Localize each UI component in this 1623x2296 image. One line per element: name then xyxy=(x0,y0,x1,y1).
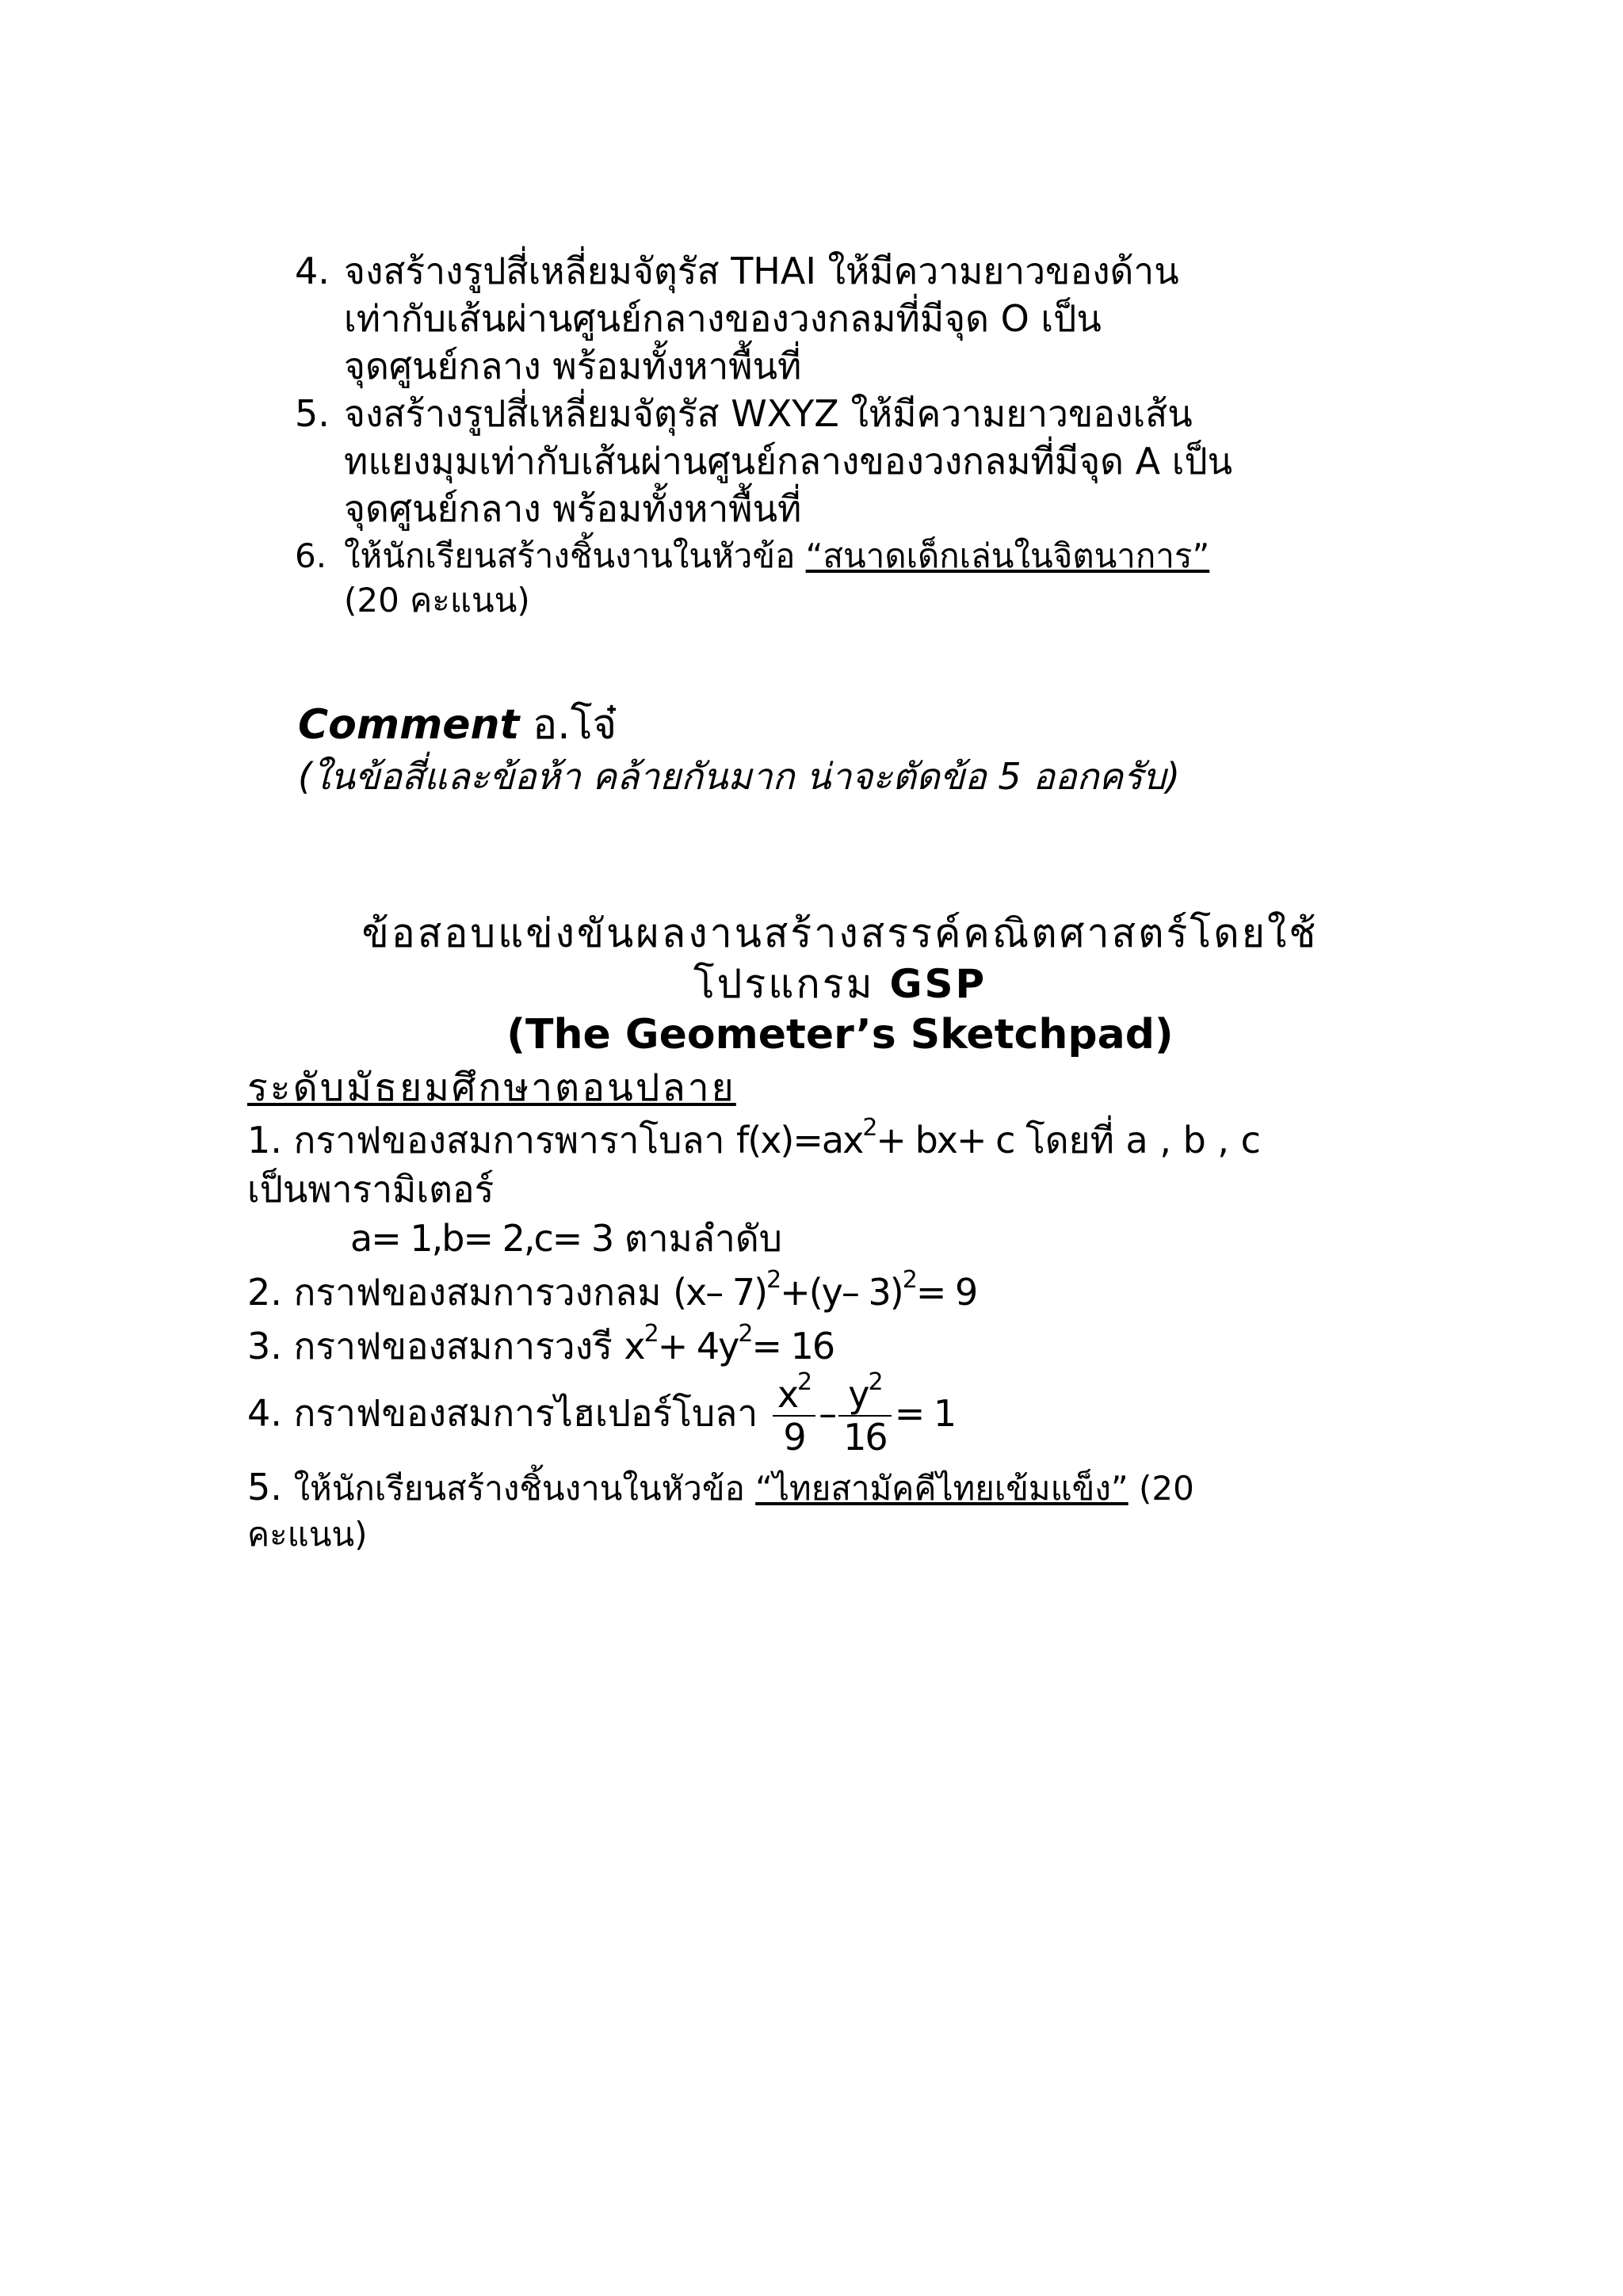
item-text: ให้นักเรียนสร้างชิ้นงานในหัวข้อ xyxy=(344,536,806,575)
exam-title-line3: (The Geometer’s Sketchpad) xyxy=(506,1011,1174,1058)
exam-title-prefix: โปรแกรม xyxy=(693,961,890,1007)
exam-level: ระดับมัธยมศึกษาตอนปลาย xyxy=(247,1066,736,1110)
fraction: $\frac{y^2}{16}$ xyxy=(838,1374,892,1458)
question-text: กราฟของสมการพาราโบลา xyxy=(293,1119,725,1161)
question-text: กราฟของสมการวงรี xyxy=(293,1325,613,1367)
exam-program-name: GSP xyxy=(889,961,987,1007)
question-1-params xyxy=(247,1214,1388,1263)
item-score: (20 คะแนน) xyxy=(344,581,530,620)
question-text: กราฟของสมการไฮเปอร์โบลา xyxy=(293,1391,758,1435)
exam-title xyxy=(238,908,1442,1060)
equation: $\frac{x^2}{9}$ – $\frac{y^2}{16}$ = 1 xyxy=(769,1392,955,1435)
question-text: ตามลำดับ xyxy=(624,1217,782,1260)
question-number: 1. xyxy=(247,1119,282,1161)
equation: a= 1,b= 2,c= 3 xyxy=(350,1217,613,1260)
question-5-line2: คะแนน) xyxy=(247,1515,368,1554)
comment-block xyxy=(298,697,1407,800)
question-1-line2: เป็นพารามิเตอร์ xyxy=(247,1168,495,1211)
item-line: จุดศูนย์กลาง พร้อมทั้งหาพื้นที่ xyxy=(344,487,802,530)
item-number: 6. xyxy=(295,536,327,575)
item-line: จุดศูนย์กลาง พร้อมทั้งหาพื้นที่ xyxy=(344,345,802,387)
question-number: 4. xyxy=(247,1391,282,1435)
item-line: จงสร้างรูปสี่เหลี่ยมจัตุรัส WXYZ ให้มีความยาวของเส้น xyxy=(344,392,1193,435)
top-item-5 xyxy=(295,390,1388,532)
comment-label: Comment xyxy=(298,701,520,749)
top-question-list xyxy=(295,247,1388,623)
question-number: 2. xyxy=(247,1271,282,1314)
equation: (x– 7)$^2$+(y– 3)$^2$= 9 xyxy=(673,1266,977,1314)
comment-author: อ.โจ๋ xyxy=(532,701,617,749)
item-line: ทแยงมุมเท่ากับเส้นผ่านศูนย์กลางของวงกลมที่มีจุด A เป็น xyxy=(344,440,1233,482)
item-number: 5. xyxy=(295,392,330,435)
item-line: เท่ากับเส้นผ่านศูนย์กลางของวงกลมที่มีจุด O เป็น xyxy=(344,297,1102,340)
question-1 xyxy=(247,1116,1388,1165)
item-number: 4. xyxy=(295,250,330,292)
question-3 xyxy=(247,1322,1388,1371)
question-number: 3. xyxy=(247,1325,282,1367)
question-2 xyxy=(247,1268,1388,1317)
item-line: จงสร้างรูปสี่เหลี่ยมจัตุรัส THAI ให้มีความยาวของด้าน xyxy=(344,250,1179,292)
question-topic: “ไทยสามัคคีไทยเข้มแข็ง” xyxy=(755,1469,1128,1508)
equation: $f(x)=ax^2+ bx+ c$ xyxy=(736,1114,1014,1161)
item-topic: “สนาดเด็กเล่นในจิตนาการ” xyxy=(805,536,1210,575)
fraction: $\frac{x^2}{9}$ xyxy=(773,1374,815,1458)
top-item-4 xyxy=(295,247,1388,390)
top-item-6 xyxy=(295,534,1388,623)
question-4 xyxy=(247,1368,1388,1459)
comment-note: (ในข้อสี่และข้อห้า คล้ายกันมาก น่าจะตัดข้อ 5 ออกครับ) xyxy=(298,755,1181,798)
exam-title-line1: ข้อสอบแข่งขันผลงานสร้างสรรค์คณิตศาสตร์โดยใช้ xyxy=(361,910,1319,956)
equation: $x^2+ 4y^2= 16$ xyxy=(624,1320,834,1367)
exam-question-list xyxy=(247,1116,1388,1556)
question-text: ให้นักเรียนสร้างชิ้นงานในหัวข้อ xyxy=(293,1469,756,1508)
question-text: (20 xyxy=(1128,1469,1194,1508)
question-text: โดยที่ a , b , c xyxy=(1025,1119,1261,1161)
question-text: กราฟของสมการวงกลม xyxy=(293,1271,662,1314)
question-number: 5. xyxy=(247,1466,282,1508)
question-5 xyxy=(247,1463,1388,1513)
